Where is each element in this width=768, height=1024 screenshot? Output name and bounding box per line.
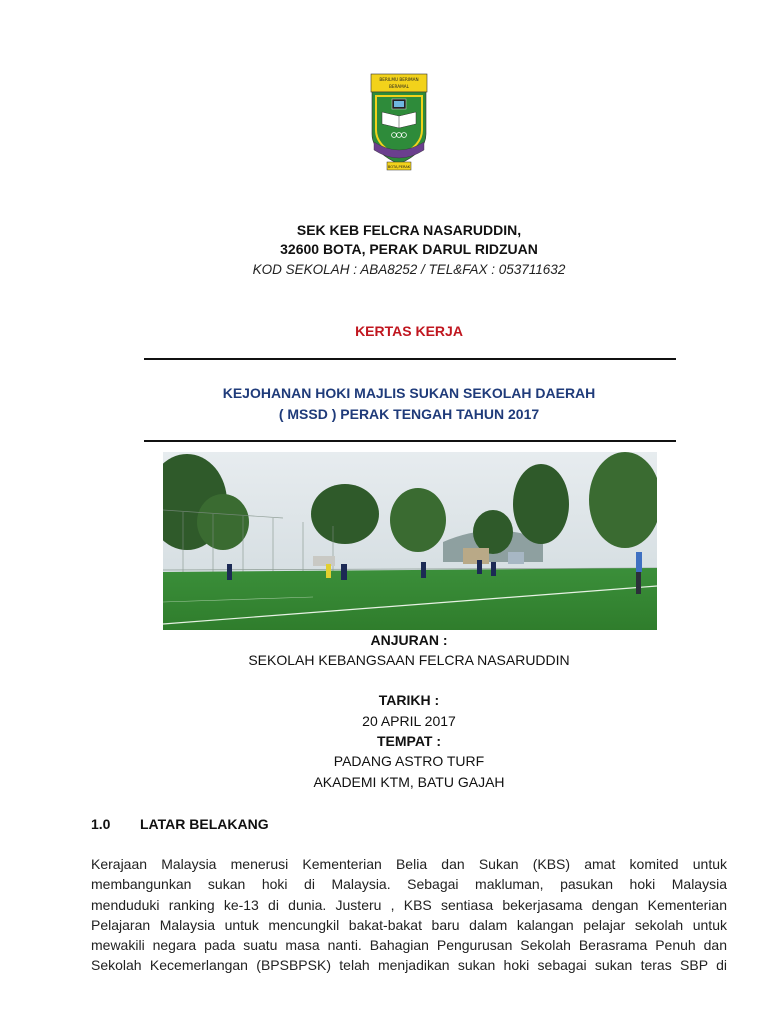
event-title-line2: ( MSSD ) PERAK TENGAH TAHUN 2017	[278, 406, 540, 422]
organizer-value: SEKOLAH KEBANGSAAN FELCRA NASARUDDIN	[248, 652, 570, 668]
school-crest-logo	[368, 72, 430, 174]
crest-motto-top: BERILMU BERIMAN	[379, 77, 419, 82]
venue-line2: AKADEMI KTM, BATU GAJAH	[313, 774, 505, 790]
venue-line1: PADANG ASTRO TURF	[333, 753, 485, 769]
date-value: 20 APRIL 2017	[362, 713, 456, 729]
school-address: 32600 BOTA, PERAK DARUL RIDZUAN	[280, 241, 538, 257]
divider-top	[144, 358, 676, 360]
school-name: SEK KEB FELCRA NASARUDDIN,	[296, 222, 522, 238]
divider-bottom	[144, 440, 676, 442]
crest-motto-bottom: BERAMAL	[389, 84, 409, 89]
paragraph-line: mewakili negara pada suatu masa nanti. Bahagian Pengurusan Sekolah Berasrama Penuh dan	[91, 937, 727, 954]
school-code-line: KOD SEKOLAH : ABA8252 / TEL&FAX : 053711632	[252, 262, 566, 277]
hockey-field-photo	[163, 452, 657, 630]
paragraph-line: menduduki ranking ke-13 di dunia. Justeru , KBS sentiasa bekerjasama dengan Kementerian	[91, 896, 727, 913]
crest-ribbon-text: BOTA,PERAK	[387, 165, 411, 169]
event-title-line1: KEJOHANAN HOKI MAJLIS SUKAN SEKOLAH DAERAH	[222, 385, 596, 401]
section-title: LATAR BELAKANG	[140, 816, 269, 832]
venue-label: TEMPAT :	[376, 733, 442, 749]
date-label: TARIKH :	[378, 692, 440, 708]
background-paragraph	[91, 854, 727, 976]
paragraph-line: Sekolah Kecemerlangan (BPSBPSK) telah menjadikan sukan hoki sebagai sukan teras SBP di	[91, 957, 727, 974]
paragraph-line: membangunkan sukan hoki di Malaysia. Sebagai makluman, pasukan hoki Malaysia	[91, 876, 727, 893]
paragraph-line: Pelajaran Malaysia untuk mencungkil bakat-bakat baru dalam kalangan pelajar sekolah untuk	[91, 916, 727, 933]
section-number: 1.0	[91, 816, 111, 832]
organizer-label: ANJURAN :	[370, 632, 448, 648]
paragraph-line: Kerajaan Malaysia menerusi Kementerian Belia dan Sukan (KBS) amat komited untuk	[91, 856, 727, 872]
document-type: KERTAS KERJA	[355, 323, 463, 339]
